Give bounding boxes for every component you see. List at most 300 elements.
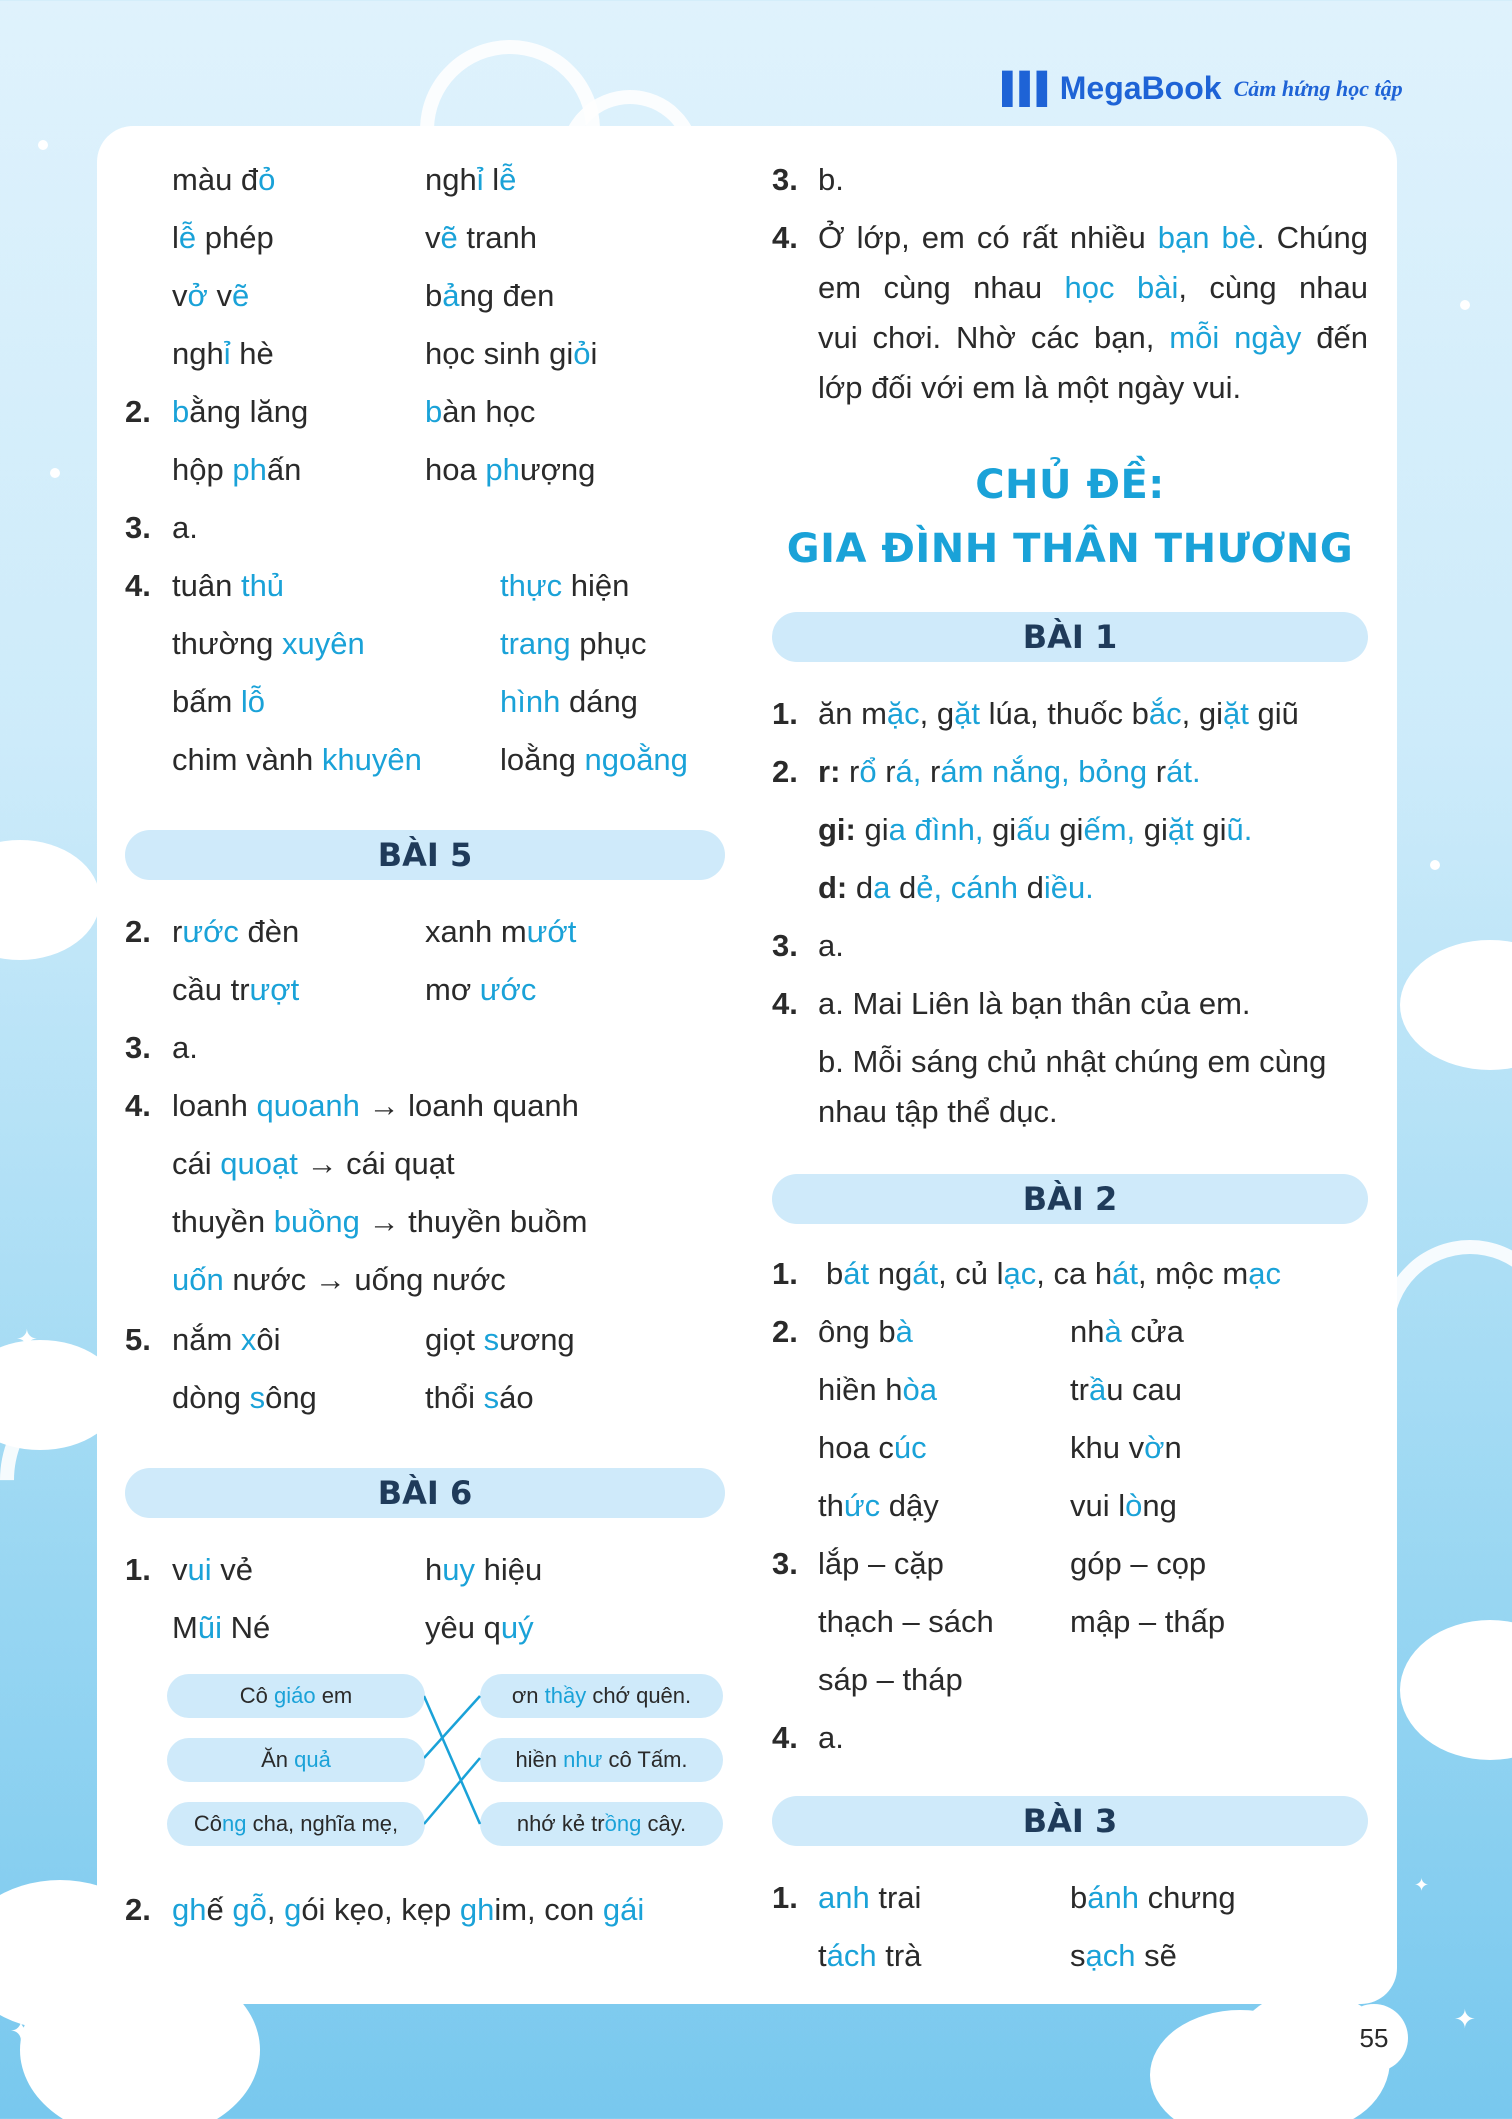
answer-text: l: [483, 162, 500, 197]
answer-text: d: [899, 870, 917, 905]
answer-pair-right: [425, 1380, 534, 1416]
answer-text: u cau: [1106, 1372, 1183, 1407]
answer-text: r: [1155, 754, 1167, 789]
answer-text: thổi: [425, 1380, 484, 1415]
match-line: [424, 1758, 480, 1824]
highlighted-text: quả: [294, 1747, 331, 1772]
highlighted-text: ặt: [954, 696, 980, 731]
highlighted-text: xuyên: [282, 626, 365, 661]
answer-pair-left: [818, 1430, 927, 1466]
answer-pair-left: [172, 1322, 281, 1358]
highlighted-text: ở: [187, 278, 208, 313]
answer-text: tranh: [457, 220, 538, 255]
answer-pair-left: [172, 972, 299, 1008]
answer-text: hiền: [515, 1747, 564, 1772]
answer-text: cầu tr: [172, 972, 250, 1007]
question-number: 3.: [125, 1030, 151, 1065]
question-number: 3.: [772, 1546, 798, 1581]
answer-pair-right: [1070, 1372, 1182, 1408]
answer-pair-right: [500, 568, 629, 604]
highlighted-text: b: [172, 394, 190, 429]
answer-text: hộp: [172, 452, 233, 487]
page-number: 55: [1340, 2004, 1408, 2072]
correction-row: [172, 1262, 506, 1298]
highlighted-text: ỏ: [258, 162, 276, 197]
question-number: 2.: [125, 394, 151, 429]
highlighted-text: ạch: [1085, 1938, 1136, 1973]
answer-text: gi: [1143, 812, 1168, 847]
highlighted-text: lỗ: [240, 684, 266, 719]
highlighted-text: ờ: [1144, 1430, 1165, 1465]
answer-text: Né: [221, 1610, 271, 1645]
answer-text: dậy: [880, 1488, 939, 1523]
cloud-decoration: [0, 840, 100, 960]
answer-text: em: [315, 1683, 353, 1708]
answer-text: ói kẹo, kẹp: [301, 1892, 460, 1927]
answer-text: r: [172, 914, 183, 949]
highlighted-text: s: [483, 1322, 500, 1357]
question-number: 4.: [125, 568, 151, 603]
answer-choice: a.: [172, 1030, 198, 1065]
answer-label: r:: [818, 754, 841, 789]
highlighted-text: thủ: [240, 568, 285, 603]
brand-slogan: Cảm hứng học tập: [1233, 75, 1403, 101]
answer-text: thuyền: [172, 1204, 274, 1239]
answer-text: th: [818, 1488, 844, 1523]
match-left-item: [167, 1802, 425, 1846]
paragraph-line: [818, 220, 1368, 256]
highlighted-text: ồng: [604, 1811, 642, 1836]
answer-pair-right: [425, 336, 597, 372]
answer-text: , củ l: [938, 1256, 1004, 1291]
answer-text: Ở lớp, em có rất nhiều: [818, 220, 1158, 255]
answer-text: Cô: [239, 1683, 274, 1708]
answer-text: h: [425, 1552, 443, 1587]
answer-pair-right: [425, 452, 595, 488]
answer-text: trà: [876, 1938, 922, 1973]
highlighted-text: ước: [182, 914, 239, 949]
answer-pair-left: [818, 1488, 939, 1524]
match-line: [424, 1696, 480, 1758]
answer-text: khu v: [1070, 1430, 1145, 1465]
question-number: 5.: [125, 1322, 151, 1357]
highlighted-text: ả: [442, 278, 460, 313]
highlighted-text: ngoằng: [584, 742, 688, 777]
answer-pair-right: [1070, 1430, 1182, 1466]
answer-choice: a.: [172, 510, 198, 545]
answer-text: cây.: [641, 1811, 687, 1836]
question-number: 1.: [772, 696, 798, 731]
highlighted-text: uốn: [172, 1262, 224, 1297]
answer-pair-right: [500, 742, 688, 778]
answer-pair-left: [172, 394, 308, 430]
answer-text: ngh: [425, 162, 477, 197]
brand-name: MegaBook: [1059, 70, 1222, 106]
question-number: 3.: [125, 510, 151, 545]
answer-text: d: [1026, 870, 1044, 905]
answer-text: vui l: [1070, 1488, 1126, 1523]
section-heading-bai-3: BÀI 3: [772, 1796, 1368, 1846]
highlighted-text: buồng: [273, 1204, 360, 1239]
highlighted-text: a đình,: [888, 812, 993, 847]
answer-text: trai: [869, 1880, 922, 1915]
highlighted-text: hình: [500, 684, 561, 719]
highlighted-text: quoạt: [220, 1146, 298, 1181]
answer-text: , cùng nhau: [1178, 270, 1368, 305]
topic-heading-line-1: CHỦ ĐỀ:: [975, 462, 1165, 508]
section-heading-bai-6: BÀI 6: [125, 1468, 725, 1518]
answer-text: , g: [919, 696, 955, 731]
question-number: 3.: [772, 162, 798, 197]
answer-text: v: [425, 220, 441, 255]
question-number: 3.: [772, 928, 798, 963]
answer-text: sẽ: [1135, 1938, 1177, 1973]
answer-text: ông b: [818, 1314, 896, 1349]
answer-text: , mộc m: [1137, 1256, 1249, 1291]
answer-text: gi: [1059, 812, 1084, 847]
topic-heading-line-2: GIA ĐÌNH THÂN THƯƠNG: [786, 526, 1354, 572]
answer-text: dòng: [172, 1380, 250, 1415]
section-heading-bai-1: BÀI 1: [772, 612, 1368, 662]
answer-pair-right: [425, 1610, 534, 1646]
answer-text: , ca h: [1036, 1256, 1113, 1291]
answer-pair-left: [172, 626, 365, 662]
answer-pair-left: sáp – tháp: [818, 1662, 963, 1697]
answer-text: , gi: [1181, 696, 1224, 731]
answer-text: cái: [172, 1146, 221, 1181]
answer-text: thường: [172, 626, 283, 661]
answer-text: tr: [1070, 1372, 1089, 1407]
highlighted-text: ph: [232, 452, 267, 487]
section-heading-bai-2: BÀI 2: [772, 1174, 1368, 1224]
answer-text: hoa: [425, 452, 486, 487]
question-number: 4.: [125, 1088, 151, 1123]
highlighted-text: gỗ: [232, 1892, 267, 1927]
answer-pair-left: lắp – cặp: [818, 1546, 944, 1581]
highlighted-text: ắc: [1148, 696, 1182, 731]
answer-text: em cùng nhau: [818, 270, 1065, 305]
paragraph-line: [818, 320, 1368, 356]
answer-pair-left: [172, 914, 299, 950]
answer-pair-right: [425, 1322, 575, 1358]
correction-row: [172, 1204, 587, 1240]
answer-text: học sinh gi: [425, 336, 574, 371]
answer-text: màu đ: [172, 162, 259, 197]
answer-text: chim vành: [172, 742, 322, 777]
highlighted-text: à: [895, 1314, 913, 1349]
paragraph-line: [818, 370, 1241, 406]
answer-text: gi: [1202, 812, 1227, 847]
star-icon: ✦: [1414, 1875, 1430, 1895]
answer-pair-left: [172, 1380, 317, 1416]
answer-text: [818, 812, 1252, 848]
answer-text: M: [172, 1610, 198, 1645]
answer-pair-right: [1070, 1314, 1184, 1350]
highlighted-text: x: [240, 1322, 257, 1357]
answer-text: t: [818, 1938, 827, 1973]
answer-pair-right: [425, 972, 536, 1008]
answer-text: mơ: [425, 972, 480, 1007]
corrected-text: cái quạt: [346, 1146, 455, 1181]
answer-pair-right: [425, 914, 576, 950]
highlighted-text: ếm,: [1083, 812, 1144, 847]
arrow-right-icon: →: [359, 1204, 409, 1239]
highlighted-text: òa: [902, 1372, 937, 1407]
answer-pair-right: [500, 684, 638, 720]
question-number: 2.: [772, 754, 798, 789]
answer-text: l: [172, 220, 179, 255]
answer-choice: a.: [818, 1720, 844, 1755]
answer-pair-right: [425, 162, 516, 198]
question-number: 1.: [125, 1552, 151, 1587]
answer-text: àn học: [442, 394, 536, 429]
answer-pair-left: [172, 684, 265, 720]
answer-text: ế: [206, 1892, 233, 1927]
highlighted-text: ũ.: [1226, 812, 1253, 847]
answer-text: ấn: [266, 452, 302, 487]
answer-text: nhớ kẻ tr: [516, 1811, 605, 1836]
highlighted-text: g: [284, 1892, 302, 1927]
answer-text: ng đen: [459, 278, 555, 313]
match-right-item: [480, 1802, 723, 1846]
highlighted-text: uý: [500, 1610, 534, 1645]
answer-text: hiện: [562, 568, 630, 603]
answer-label: gi:: [818, 812, 856, 847]
answer-pair-left: [172, 1552, 253, 1588]
highlighted-text: gái: [602, 1892, 645, 1927]
answer-text: tuân: [172, 568, 241, 603]
answer-text: nh: [1070, 1314, 1105, 1349]
highlighted-text: ượt: [249, 972, 300, 1007]
highlighted-text: ễ: [499, 162, 517, 197]
highlighted-text: ạc: [1248, 1256, 1281, 1291]
section-heading-bai-5: BÀI 5: [125, 830, 725, 880]
corrected-text: loanh quanh: [408, 1088, 579, 1123]
highlighted-text: ước: [479, 972, 537, 1007]
highlighted-text: ám nắng, bỏng: [940, 754, 1156, 789]
answer-pair-left: [818, 1372, 937, 1408]
answer-text: phục: [570, 626, 647, 661]
answer-text: [172, 1892, 644, 1928]
correction-row: [172, 1088, 579, 1124]
answer-pair-left: [172, 742, 422, 778]
arrow-right-icon: →: [359, 1088, 409, 1123]
highlighted-text: gh: [459, 1892, 495, 1927]
answer-label: d:: [818, 870, 848, 905]
highlighted-text: ò: [1125, 1488, 1143, 1523]
highlighted-text: ầ: [1088, 1372, 1107, 1407]
answer-text: im, con: [494, 1892, 603, 1927]
answer-text: nhau tập thể dục.: [818, 1094, 1058, 1129]
highlighted-text: b: [425, 394, 443, 429]
matching-lines: [424, 1670, 484, 1860]
highlighted-text: mỗi ngày: [1169, 320, 1302, 355]
answer-pair-right: [1070, 1488, 1177, 1524]
answer-text: chớ quên.: [586, 1683, 692, 1708]
highlighted-text: học bài: [1064, 270, 1179, 305]
highlighted-text: ỏ: [573, 336, 591, 371]
answer-text: dáng: [560, 684, 638, 719]
answer-text: b: [826, 1256, 844, 1291]
answer-text: s: [1070, 1938, 1086, 1973]
match-left-item: [167, 1738, 425, 1782]
star-icon: ✦: [10, 2016, 32, 2046]
highlighted-text: ánh: [1087, 1880, 1139, 1915]
answer-text: giọt: [425, 1322, 484, 1357]
answer-text: Cô: [193, 1811, 222, 1836]
star-icon: ✦: [1454, 2004, 1476, 2034]
answer-text: vui chơi. Nhờ các bạn,: [818, 320, 1170, 355]
answer-text: lúa, thuốc b: [980, 696, 1149, 731]
highlighted-text: như: [563, 1747, 603, 1772]
highlighted-text: uy: [442, 1552, 475, 1587]
answer-text: [818, 696, 1299, 732]
answer-text: phép: [196, 220, 274, 255]
star-icon: ✦: [16, 1324, 38, 1354]
answer-text: gi: [992, 812, 1017, 847]
dot-decoration: [38, 140, 48, 150]
answer-text: áo: [499, 1380, 534, 1415]
highlighted-text: át: [843, 1256, 870, 1291]
answer-choice: a.: [818, 928, 844, 963]
highlighted-text: ách: [826, 1938, 877, 1973]
answer-text: nước: [223, 1262, 307, 1297]
answer-text: bấm: [172, 684, 241, 719]
answer-pair-left: thạch – sách: [818, 1604, 994, 1639]
answer-pair-right: mập – thấp: [1070, 1604, 1226, 1639]
answer-text: [818, 754, 1201, 790]
answer-choice: b.: [818, 162, 844, 197]
answer-text: cô Tấm.: [602, 1747, 688, 1772]
answer-text: ăn m: [818, 696, 887, 731]
answer-text: yêu q: [425, 1610, 501, 1645]
highlighted-text: à: [1104, 1314, 1122, 1349]
highlighted-text: giáo: [273, 1683, 316, 1708]
answer-text: loanh: [172, 1088, 257, 1123]
answer-pair-left: [172, 1610, 270, 1646]
answer-pair-left: [172, 452, 301, 488]
answer-pair-left: [172, 162, 275, 198]
question-number: 2.: [125, 1892, 151, 1927]
highlighted-text: ph: [485, 452, 520, 487]
highlighted-text: khuyên: [321, 742, 422, 777]
answer-text: a. Mai Liên là bạn thân của em.: [818, 986, 1251, 1021]
answer-pair-left: [818, 1880, 921, 1916]
answer-pair-right: góp – cọp: [1070, 1546, 1207, 1581]
answer-pair-right: [425, 278, 554, 314]
answer-text: r: [930, 754, 941, 789]
answer-pair-left: [172, 336, 274, 372]
answer-text: [826, 1256, 1281, 1292]
answer-pair-right: [500, 626, 647, 662]
match-right-item: [480, 1738, 723, 1782]
highlighted-text: trang: [500, 626, 571, 661]
answer-text: ng: [1142, 1488, 1177, 1523]
highlighted-text: s: [483, 1380, 500, 1415]
answer-text: v: [207, 278, 232, 313]
dot-decoration: [1460, 300, 1470, 310]
answer-text: hiệu: [475, 1552, 543, 1587]
answer-text: nắm: [172, 1322, 241, 1357]
highlighted-text: ức: [843, 1488, 881, 1523]
answer-text: i: [590, 336, 598, 371]
highlighted-text: [840, 754, 849, 789]
answer-text: lớp đối với em là một ngày vui.: [818, 370, 1242, 405]
highlighted-text: thực: [500, 568, 563, 603]
answer-pair-left: [172, 220, 274, 256]
highlighted-text: quoanh: [256, 1088, 360, 1123]
answer-text: Ăn: [261, 1747, 295, 1772]
highlighted-text: ặc: [886, 696, 920, 731]
question-number: 2.: [125, 914, 151, 949]
highlighted-text: úc: [893, 1430, 927, 1465]
answer-text: ôi: [256, 1322, 281, 1357]
highlighted-text: ấu: [1016, 812, 1060, 847]
highlighted-text: a: [873, 870, 899, 905]
answer-text: ơn: [511, 1683, 545, 1708]
question-number: 4.: [772, 1720, 798, 1755]
question-number: 4.: [772, 220, 798, 255]
answer-text: ông: [265, 1380, 317, 1415]
answer-text: gi: [864, 812, 889, 847]
highlighted-text: [856, 812, 865, 847]
highlighted-text: ặt: [1167, 812, 1203, 847]
correction-row: [172, 1146, 455, 1182]
answer-text: . Chúng: [1255, 220, 1368, 255]
answer-text: [818, 870, 1094, 906]
dot-decoration: [1430, 860, 1440, 870]
answer-text: b: [425, 278, 443, 313]
megabook-logo-icon: ▌▌▌: [1002, 71, 1054, 105]
arrow-right-icon: →: [306, 1262, 355, 1297]
answer-text: xanh m: [425, 914, 527, 949]
answer-text: ượng: [519, 452, 596, 487]
highlighted-text: ẽ: [231, 278, 250, 313]
answer-text: ng: [869, 1256, 913, 1291]
highlighted-text: át: [1112, 1256, 1138, 1291]
answer-text: n: [1164, 1430, 1182, 1465]
answer-text: b: [1070, 1880, 1088, 1915]
highlighted-text: ỉ: [223, 336, 231, 371]
highlighted-text: ễ: [178, 220, 197, 255]
highlighted-text: ẽ: [440, 220, 458, 255]
highlighted-text: ỉ: [476, 162, 484, 197]
answer-text: hiền h: [818, 1372, 903, 1407]
highlighted-text: [847, 870, 856, 905]
answer-text: ương: [499, 1322, 575, 1357]
answer-pair-left: [172, 278, 249, 314]
answer-text: r: [849, 754, 860, 789]
answer-text: cha, nghĩa mẹ,: [246, 1811, 399, 1836]
match-left-item: [167, 1674, 425, 1718]
highlighted-text: ạc: [1003, 1256, 1037, 1291]
answer-pair-left: [818, 1938, 921, 1974]
highlighted-text: á,: [895, 754, 930, 789]
answer-text: v: [172, 1552, 188, 1587]
answer-text: v: [172, 278, 188, 313]
answer-pair-right: [1070, 1938, 1177, 1974]
question-number: 2.: [772, 1314, 798, 1349]
answer-text: chưng: [1138, 1880, 1236, 1915]
highlighted-text: ướt: [526, 914, 577, 949]
question-number: 4.: [772, 986, 798, 1021]
answer-text: đến: [1301, 320, 1369, 355]
answer-text: ằng lăng: [189, 394, 309, 429]
answer-text: hoa c: [818, 1430, 894, 1465]
answer-text: ngh: [172, 336, 224, 371]
highlighted-text: thầy: [544, 1683, 587, 1708]
highlighted-text: iều.: [1043, 870, 1094, 905]
